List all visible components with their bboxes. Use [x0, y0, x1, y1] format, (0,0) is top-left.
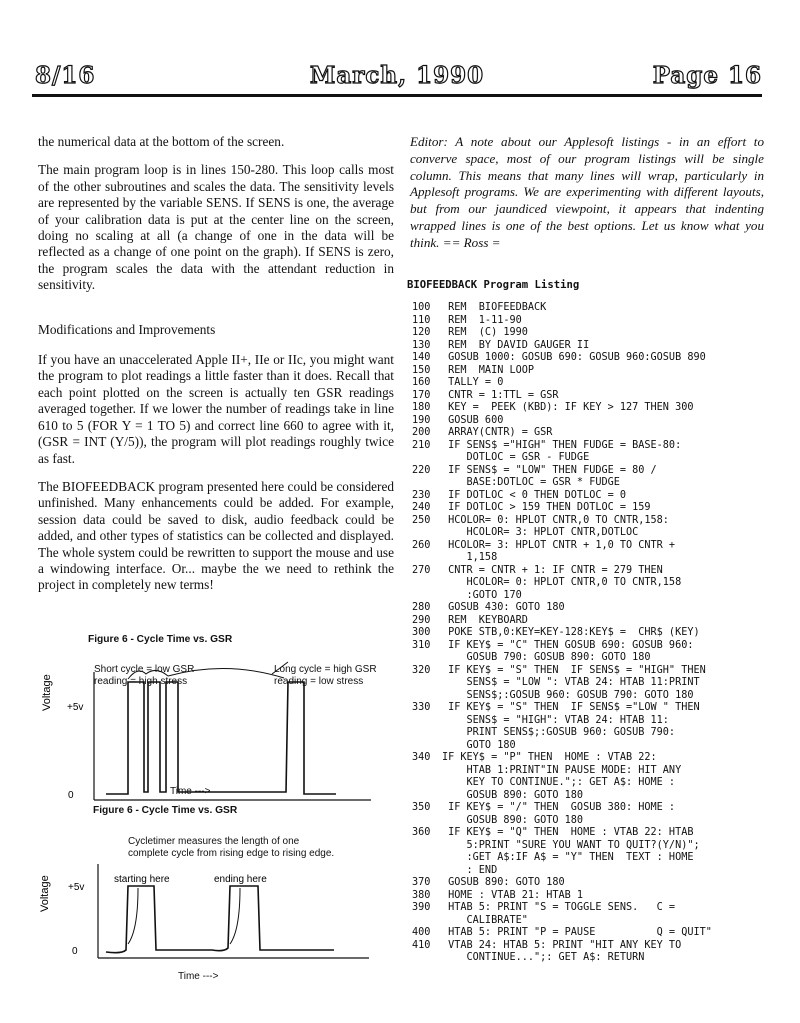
line-number: 210: [412, 439, 431, 451]
line-number: 160: [412, 377, 431, 388]
line-code: CNTR = 1:TTL = GSR: [442, 389, 559, 401]
line-number: 340: [412, 752, 431, 763]
line-code: IF SENS$ ="HIGH" THEN FUDGE = BASE-80: DOTLOC = GSR - FUDGE: [448, 439, 682, 463]
listing-line: [412, 565, 782, 603]
line-number: 330: [412, 702, 431, 713]
line-code: REM 1-11-90: [442, 314, 522, 326]
figure2-ytick-top: +5v: [68, 882, 85, 893]
listing-line: [412, 440, 782, 465]
line-code: KEY = PEEK (KBD): IF KEY > 127 THEN 300: [442, 402, 694, 413]
page-header: [32, 60, 762, 94]
issue-number: 8/16: [35, 62, 96, 89]
line-number: 410: [412, 939, 431, 951]
listing-line: [412, 627, 782, 640]
line-number: 390: [412, 902, 431, 913]
listing-line: [412, 377, 782, 390]
line-code: IF KEY$ = "P" THEN HOME : VTAB 22: HTAB 1:PRINT"IN PAUSE MODE: HIT ANY KEY TO CONTINUE.";: GET A$: HOME : GOSUB 890: GOTO 180: [442, 752, 682, 801]
line-number: 110: [412, 314, 431, 326]
line-number: 240: [412, 502, 431, 513]
listing-line: [412, 390, 782, 403]
listing-line: [412, 827, 782, 877]
listing-line: [412, 502, 782, 515]
listing-line: [412, 927, 782, 940]
line-number: 280: [412, 602, 431, 613]
listing-line: [412, 877, 782, 890]
listing-line: [412, 702, 782, 752]
figure1-note-left: Short cycle = low GSR reading = high stress: [94, 664, 195, 687]
figure1-xlabel: Time --->: [170, 786, 211, 797]
line-number: 360: [412, 827, 431, 838]
listing-line: [412, 665, 782, 703]
paragraph: If you have an unaccelerated Apple II+, IIe or IIc, you might want the program to plot readings a little faster than it does. Recall that each point plotted on the screen is actually ten GSR readings averaged together. If we lower the number of readings take in line 610 to 5 (FOR Y = 1 TO 5) and correct line 660 to agree with it, (GSR = INT (Y/5)), the program will plot readings roughly twice as fast.: [38, 352, 394, 466]
listing-line: [412, 302, 782, 315]
line-code: IF KEY$ = "/" THEN GOSUB 380: HOME : GOSUB 890: GOTO 180: [448, 802, 676, 826]
listing-line: [412, 752, 782, 802]
line-code: REM (C) 1990: [442, 327, 528, 338]
figure1-caption: Figure 6 - Cycle Time vs. GSR: [88, 634, 233, 645]
line-number: 250: [412, 514, 431, 526]
figure2-end-label: ending here: [214, 874, 267, 885]
listing-line: [412, 352, 782, 365]
figure1-ytick-bottom: 0: [68, 790, 74, 801]
issue-date: March, 1990: [309, 62, 485, 89]
line-number: 120: [412, 327, 431, 338]
line-code: TALLY = 0: [442, 377, 504, 388]
listing-line: [412, 602, 782, 615]
line-number: 350: [412, 802, 431, 813]
listing-line: [412, 540, 782, 565]
line-number: 380: [412, 889, 431, 901]
line-code: GOSUB 430: GOTO 180: [442, 602, 565, 613]
paragraph: the numerical data at the bottom of the screen.: [38, 134, 285, 149]
page-number: Page 16: [652, 62, 762, 89]
line-number: 300: [412, 627, 431, 638]
line-number: 100: [412, 302, 431, 313]
line-code: ARRAY(CNTR) = GSR: [442, 427, 553, 438]
line-code: IF KEY$ = "S" THEN IF SENS$ = "HIGH" THEN SENS$ = "LOW ": VTAB 24: HTAB 11:PRINT SENS$;:GOSUB 960: GOSUB 790: GOTO 180: [448, 664, 706, 701]
left-column: [38, 134, 394, 606]
line-code: HCOLOR= 0: HPLOT CNTR,0 TO CNTR,158: HCOLOR= 3: HPLOT CNTR,DOTLOC: [448, 514, 669, 538]
line-code: IF KEY$ = "S" THEN IF SENS$ ="LOW " THEN SENS$ = "HIGH": VTAB 24: HTAB 11: PRINT SENS$;:GOSUB 960: GOSUB 790: GOTO 180: [448, 702, 700, 751]
line-code: REM BY DAVID GAUGER II: [442, 339, 590, 351]
paragraph: The BIOFEEDBACK program presented here could be considered unfinished. Many enhancements could be added. For example, session data could be saved to disk, audio feedback could be added, and other types of statistics can be collected and displayed. The whole system could be rewritten to support the mouse and use a windowing interface. Or... maybe the we need to rethink the project in completely new terms!: [38, 478, 394, 593]
listing-line: [412, 515, 782, 540]
listing-title: BIOFEEDBACK Program Listing: [407, 279, 580, 291]
listing-line: [412, 640, 782, 665]
section-heading: Modifications and Improvements: [38, 321, 216, 337]
listing-line: [412, 315, 782, 328]
line-code: GOSUB 600: [442, 414, 504, 426]
line-number: 130: [412, 339, 431, 351]
line-code: REM BIOFEEDBACK: [442, 302, 547, 313]
program-listing: [412, 302, 782, 965]
line-code: IF KEY$ = "Q" THEN HOME : VTAB 22: HTAB 5:PRINT "SURE YOU WANT TO QUIT?(Y/N)"; :GET A$:IF A$ = "Y" THEN TEXT : HOME : END: [448, 827, 700, 876]
listing-line: [412, 327, 782, 340]
line-code: HOME : VTAB 21: HTAB 1: [442, 889, 584, 901]
line-number: 200: [412, 427, 431, 438]
listing-line: [412, 802, 782, 827]
line-code: REM MAIN LOOP: [442, 364, 535, 376]
listing-line: [412, 427, 782, 440]
line-number: 140: [412, 352, 431, 363]
figure2-start-label: starting here: [114, 874, 170, 885]
line-number: 230: [412, 489, 431, 501]
line-code: IF DOTLOC < 0 THEN DOTLOC = 0: [442, 489, 627, 501]
figure1-ylabel: Voltage: [41, 674, 53, 711]
line-code: GOSUB 1000: GOSUB 690: GOSUB 960:GOSUB 890: [442, 352, 706, 363]
figure2-note: Cycletimer measures the length of one complete cycle from rising edge to rising edge.: [128, 836, 335, 859]
line-number: 320: [412, 664, 431, 676]
line-number: 400: [412, 927, 431, 938]
line-code: POKE STB,0:KEY=KEY-128:KEY$ = CHR$ (KEY): [442, 627, 700, 638]
figure2-caption: Figure 6 - Cycle Time vs. GSR: [93, 805, 238, 816]
paragraph: The main program loop is in lines 150-280. This loop calls most of the other subroutines and scales the data. The sensitivity levels are represented by the variable SENS. If SENS is one, the average of your calibration data is put at the center line on the screen, doing no scaling at all (a change of one in the data will be reflected as a change of one point on the graph). If SENS is zero, the program scales the data with the attendant reduction in sensitivity.: [38, 162, 394, 293]
figure1-ytick-top: +5v: [67, 702, 84, 713]
line-code: VTAB 24: HTAB 5: PRINT "HIT ANY KEY TO CONTINUE...";: GET A$: RETURN: [448, 939, 682, 963]
line-number: 260: [412, 539, 431, 551]
figure1-note-right: Long cycle = high GSR reading = low stress: [274, 664, 377, 687]
listing-line: [412, 465, 782, 490]
editor-note: Editor: A note about our Applesoft listings - in an effort to converve space, most of our program listings will be single column. This means that many lines will wrap, particularly in Applesoft programs. We are experimenting with different layouts, but from our jaundiced viewpoint, it appears that indenting wrapped lines is one of the best options. Let us know what you think. == Ross =: [410, 134, 764, 250]
figure2-xlabel: Time --->: [178, 971, 219, 982]
line-number: 180: [412, 402, 431, 413]
listing-line: [412, 940, 782, 965]
line-code: HCOLOR= 3: HPLOT CNTR + 1,0 TO CNTR + 1,158: [448, 539, 676, 563]
figure2-diagram: [34, 860, 394, 970]
figure2-ylabel: Voltage: [39, 875, 51, 912]
listing-line: [412, 902, 782, 927]
line-code: HTAB 5: PRINT "P = PAUSE Q = QUIT": [442, 927, 712, 938]
line-number: 370: [412, 877, 431, 888]
line-number: 290: [412, 614, 431, 626]
line-code: IF SENS$ = "LOW" THEN FUDGE = 80 / BASE:DOTLOC = GSR * FUDGE: [448, 464, 657, 488]
line-number: 150: [412, 364, 431, 376]
line-number: 190: [412, 414, 431, 426]
listing-line: [412, 415, 782, 428]
line-number: 270: [412, 564, 431, 576]
listing-line: [412, 365, 782, 378]
line-code: REM KEYBOARD: [442, 614, 528, 626]
listing-line: [412, 402, 782, 415]
line-code: HTAB 5: PRINT "S = TOGGLE SENS. C = CALIBRATE": [448, 902, 676, 926]
listing-line: [412, 340, 782, 353]
line-code: GOSUB 890: GOTO 180: [442, 877, 565, 888]
line-code: IF DOTLOC > 159 THEN DOTLOC = 159: [442, 502, 651, 513]
line-number: 170: [412, 389, 431, 401]
listing-line: [412, 490, 782, 503]
figure2-ytick-bottom: 0: [72, 946, 78, 957]
header-rule: [32, 94, 762, 97]
line-number: 310: [412, 639, 431, 651]
line-code: CNTR = CNTR + 1: IF CNTR = 279 THEN HCOLOR= 0: HPLOT CNTR,0 TO CNTR,158 :GOTO 170: [448, 564, 682, 601]
line-number: 220: [412, 464, 431, 476]
figure1-diagram: [36, 654, 396, 804]
line-code: IF KEY$ = "C" THEN GOSUB 690: GOSUB 960: GOSUB 790: GOSUB 890: GOTO 180: [448, 639, 694, 663]
listing-line: [412, 890, 782, 903]
listing-line: [412, 615, 782, 628]
